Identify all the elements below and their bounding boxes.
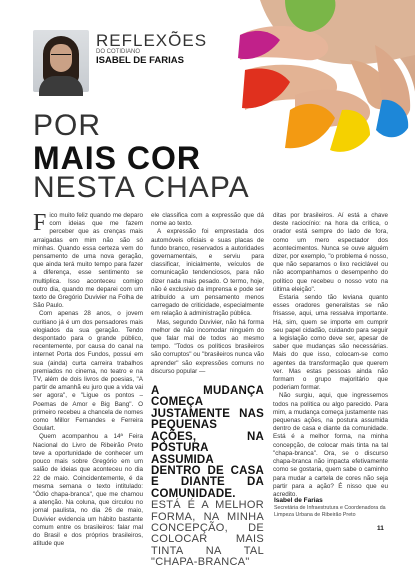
signature-block — [274, 497, 394, 518]
paragraph-text: ico muito feliz quando me deparo com ideias que me fazem perceber que as crenças mais arraigadas em mim não são só minhas. Quando essa certeza vem do pensamento de uma nova geração, que ainda terá muito tempo para fazer a diferença, esse sentimento se multiplica. Isso aconteceu comigo outro dia, quando me deparei com um texto de Gregório Duvivier na Folha de São Paulo. — [33, 212, 143, 310]
pull-quote — [151, 386, 264, 569]
column-rubric-sub: DO COTIDIANO — [96, 49, 141, 55]
signature-name: Isabel de Farias — [274, 497, 323, 504]
paragraph: Quem acompanhou a 14ª Feira Nacional do Livro de Ribeirão Preto teve a oportunidade de conhecer um pouco mais sobre Gregório em um salão de ideias que aconteceu no dia 22 de maio. Coincidentemente, é da mesma semana o texto intitulado: "Ódio chapa-branca", que me chamou a atenção. Na coluna, que circulou no jornal paulista, no dia 26 de maio, Duvivier evidencia um hábito bastante comum entre os brasileiros: falar mal do Brasil e dos próprios brasileiros, atitude que — [33, 433, 143, 548]
signature-role: Secretária de Infraestrutura e Coordenadora da Limpeza Urbana de Ribeirão Preto — [274, 505, 386, 518]
paragraph: ditas por brasileiros. Aí está a chave deste raciocínio: na hora da crítica, o orador está sempre do lado de fora, como um mero espectador dos acontecimentos. Nunca se ouve alguém dizer, por exemplo, "o problema é nosso, que não separamos o lixo reciclável ou não acompanhamos o desempenho do político que recebeu o nosso voto na última eleição". — [273, 212, 388, 293]
column-rubric: REFLEXÕES — [96, 31, 208, 50]
column-3 — [273, 212, 388, 499]
title-line-3: NESTA CHAPA — [33, 171, 250, 204]
title-line-2: MAIS COR — [33, 140, 201, 176]
drop-cap: F — [33, 210, 47, 236]
title-line-1: POR — [33, 109, 102, 142]
column-1 — [33, 212, 143, 548]
paragraph: ele classifica com a expressão que dá nome ao texto. — [151, 212, 264, 228]
paragraph: Com apenas 28 anos, o jovem curitiano já é um dos pensadores mais elogiados da sua geração. Tendo despontado para o grande público, recentemente, por causa do canal na internet Porta dos Fundos, possui em sua (ainda) curta carreira trabalhos premiados no cinema, no teatro e na TV, além de dois livros de poesias, "A partir de amanhã eu juro que a vida vai ser agora", e "Ligue os pontos – Poemas de Amor e Big Bang". O primeiro recebeu a chancela de nomes como Millor Fernandes e Ferreira Goulart. — [33, 310, 143, 433]
author-name: ISABEL DE FARIAS — [96, 55, 184, 66]
author-photo — [33, 30, 89, 92]
paragraph: A expressão foi emprestada dos automóveis oficiais e suas placas de fundo branco, reservados a autoridades governamentais, e serviu para classificar, inicialmente, veículos de comunicação tendenciosos, para não dizer nada mais pesado. O termo, hoje, não é exclusivo da imprensa e pode ser atribuído a um pensamento menos carregado de criticidade, especialmente em relação à administração pública. — [151, 228, 264, 318]
page-number: 11 — [377, 525, 384, 532]
paragraph: Estaria sendo tão leviana quanto esses oradores generalistas se não frisasse, aqui, uma ressalva importante. Há, sim, quem se importe em cumprir seu papel cidadão, cuidando para seguir a legislação como deve ser, apesar de saber que mudanças são necessárias. Mais do que isso, colocam-se como agentes da transformação que querem ver. Mas estas pessoas ainda não formam o grupo majoritário que poderiam formar. — [273, 294, 388, 392]
pull-quote-light: ESTÁ É A MELHOR FORMA, NA MINHA CONCEPÇÃO, DE COLOCAR MAIS TINTA NA TAL "CHAPA-BRANCA" — [151, 499, 264, 569]
paragraph — [33, 212, 143, 310]
paragraph: Não surgiu, aqui, que ingressemos todos na política ou algo parecido. Para mim, a mudança começa justamente nas pequenas ações, na postura assumida dentro de casa e diante da comunidade. Está é a melhor forma, na minha concepção, de colocar mais tinta na tal "chapa-branca". Ora, se o discurso chapa-branca não impacta efetivamente como se gostaria, quem sabe o caminho para mudar a cartela de cores não seja partir para a ação? É nisso que eu acredito. — [273, 392, 388, 498]
paragraph: Mas, segundo Duvivier, não há forma melhor de não incomodar ninguém do que falar mal de todos ao mesmo tempo. "Todos os políticos brasileiros são corruptos" ou "brasileiros nunca vão aprender" são expressões comuns no discurso popular — — [151, 318, 264, 375]
column-2 — [151, 212, 264, 569]
pull-quote-bold: A MUDANÇA COMEÇA JUSTAMENTE NAS PEQUENAS AÇÕES, NA POSTURA ASSUMIDA DENTRO DE CASA E DIANTE DA COMUNIDADE. — [151, 385, 264, 500]
